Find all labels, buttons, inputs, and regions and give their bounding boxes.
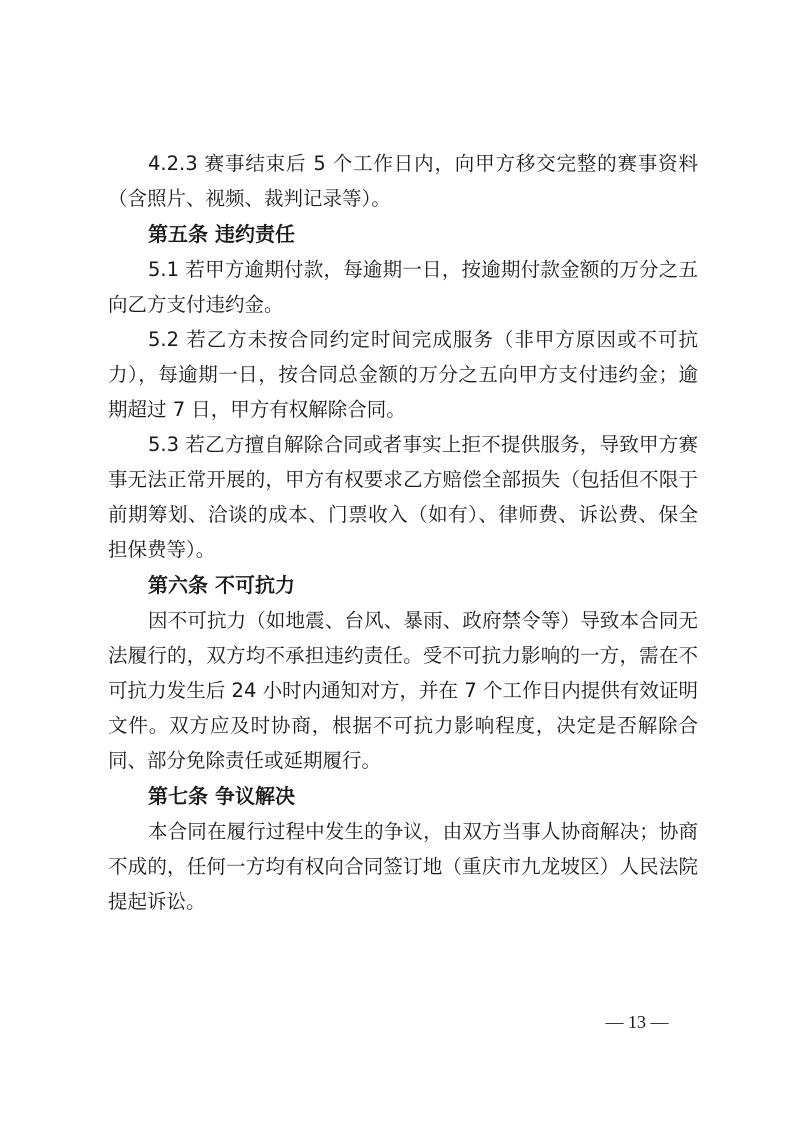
clause-4-2-3: 4.2.3 赛事结束后 5 个工作日内，向甲方移交完整的赛事资料（含照片、视频、裁判记录等）。 <box>108 152 698 210</box>
dispute-resolution-paragraph: 本合同在履行过程中发生的争议，由双方当事人协商解决；协商不成的，任何一方均有权向合同签订地（重庆市九龙坡区）人民法院提起诉讼。 <box>108 820 698 913</box>
article-5-heading: 第五条 违约责任 <box>148 222 295 246</box>
article-6-heading: 第六条 不可抗力 <box>148 573 295 597</box>
contract-body <box>108 146 698 919</box>
clause-5-1: 5.1 若甲方逾期付款，每逾期一日，按逾期付款金额的万分之五向乙方支付违约金。 <box>108 258 698 316</box>
clause-5-2: 5.2 若乙方未按合同约定时间完成服务（非甲方原因或不可抗力），每逾期一日，按合同总金额的万分之五向甲方支付违约金；逾期超过 7 日，甲方有权解除合同。 <box>108 328 698 421</box>
clause-5-3: 5.3 若乙方擅自解除合同或者事实上拒不提供服务，导致甲方赛事无法正常开展的，甲方有权要求乙方赔偿全部损失（包括但不限于前期筹划、洽谈的成本、门票收入（如有）、律师费、诉讼费、保全担保费等）。 <box>108 433 698 561</box>
page-number: — 13 — <box>605 1012 669 1032</box>
force-majeure-paragraph: 因不可抗力（如地震、台风、暴雨、政府禁令等）导致本合同无法履行的，双方均不承担违约责任。受不可抗力影响的一方，需在不可抗力发生后 24 小时内通知对方，并在 7 个工作日内提供有效证明文件。双方应及时协商，根据不可抗力影响程度，决定是否解除合同、部分免除责任或延期履行。 <box>108 609 698 772</box>
article-7-heading: 第七条 争议解决 <box>148 784 295 808</box>
